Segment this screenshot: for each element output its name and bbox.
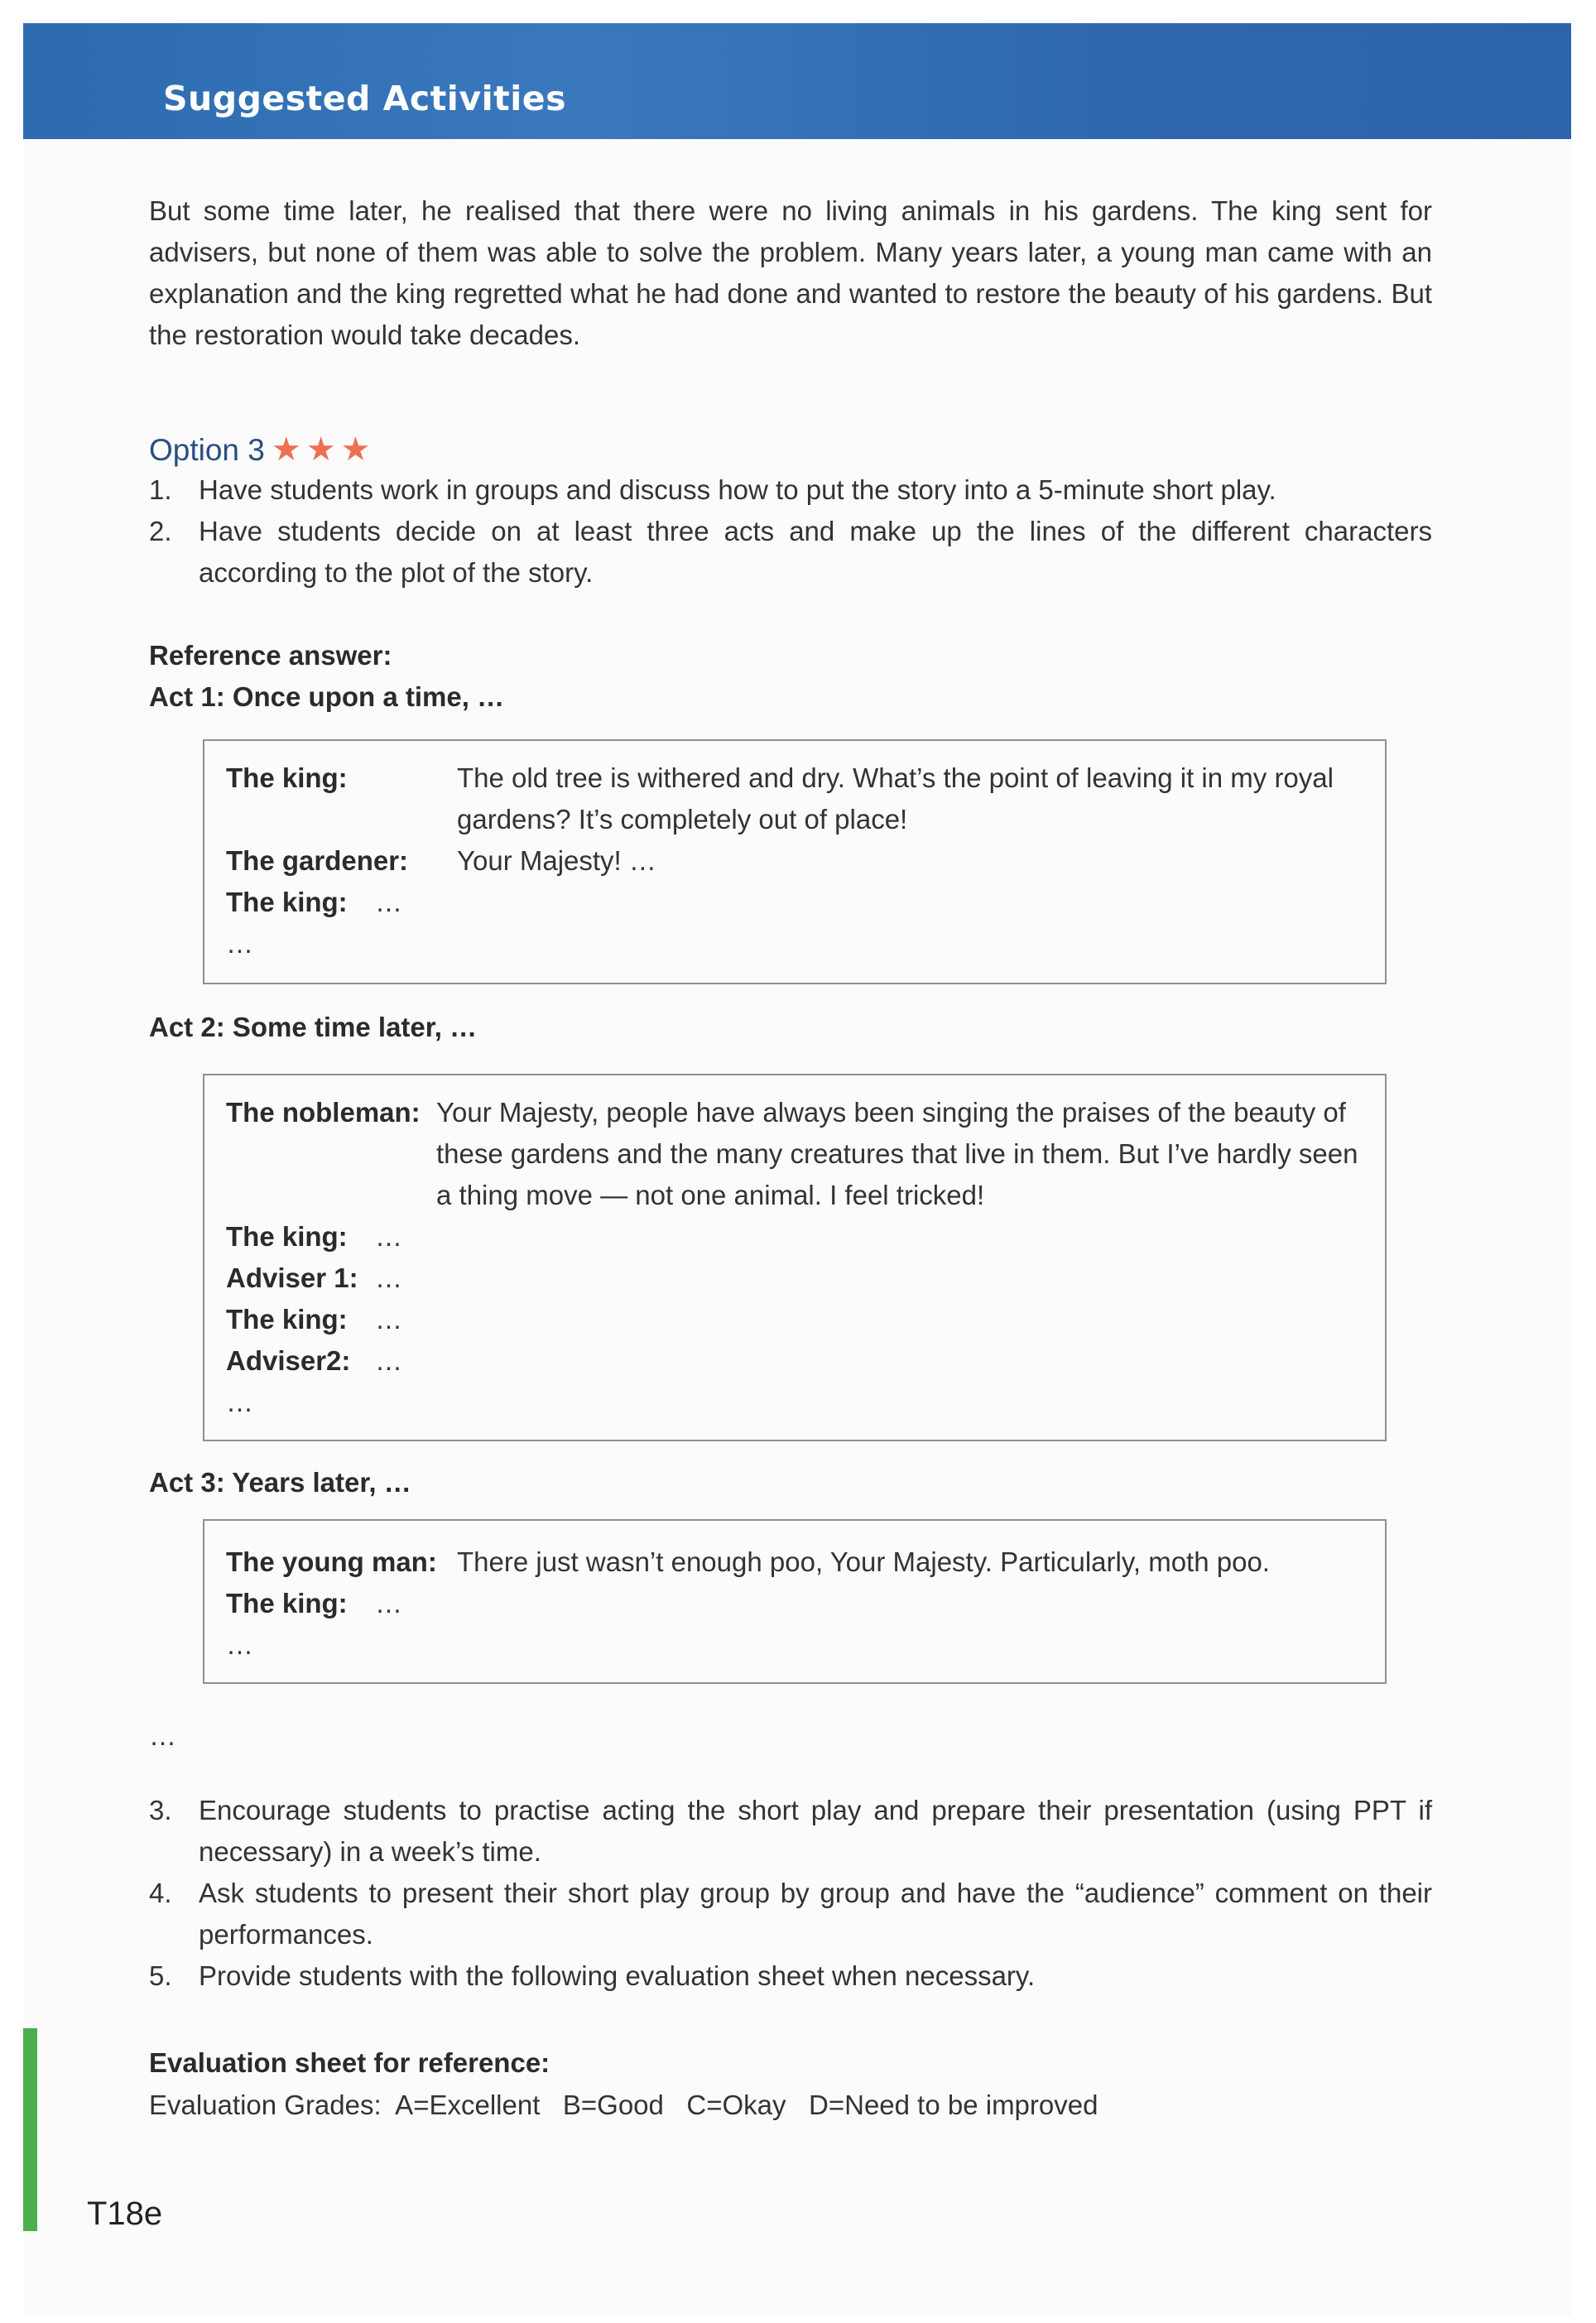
speaker-label: The gardener: [226,845,409,876]
reference-answer-label: Reference answer: [149,640,392,671]
difficulty-stars-icon: ★★★ [271,431,376,468]
step-number: 1. [149,474,172,505]
list-item [149,511,1432,594]
evaluation-heading: Evaluation sheet for reference: [149,2047,550,2078]
speaker-label: The king: [226,1588,348,1618]
speaker-label: The king: [226,1304,348,1335]
continuation-ellipsis: … [149,1720,176,1751]
act-heading: Act 3: Years later, … [149,1467,411,1498]
steps-list-bottom [149,1790,1432,1997]
list-item [149,1955,1432,1997]
intro-paragraph: But some time later, he realised that there were no living animals in his gardens. The king sent for advisers, but none of them was able to solve the problem. Many years later, a young man came with an explanation and the king regretted what he had done and wanted to restore the beauty of his gardens. But the restoration would take decades. [149,195,1432,350]
step-text: Encourage students to practise acting the short play and prepare their presentation (using PPT if necessary) in a week’s time. [199,1795,1432,1867]
speaker-line: … [375,1304,402,1335]
speaker-line: … [375,887,402,917]
act-heading: Act 1: Once upon a time, … [149,681,505,712]
speaker-label: The king: [226,1221,348,1252]
option-heading [149,430,375,469]
continuation-ellipsis: … [226,928,253,959]
speaker-line: … [375,1221,402,1252]
list-item [149,1790,1432,1873]
speaker-label: The nobleman: [226,1097,421,1128]
speaker-label: The king: [226,887,348,917]
step-text: Provide students with the following evaluation sheet when necessary. [199,1960,1036,1991]
speaker-label: Adviser 1: [226,1262,358,1293]
speaker-line: … [375,1588,402,1618]
speaker-line: The old tree is withered and dry. What’s the point of leaving it in my royal gardens? It’s completely out of place! [457,762,1334,834]
speaker-line: Your Majesty! … [457,845,656,876]
act-3-script-box [203,1519,1387,1684]
steps-list-top [149,469,1432,594]
list-item [149,469,1432,511]
speaker-line: … [375,1262,402,1293]
step-number: 3. [149,1795,172,1825]
evaluation-grades: Evaluation Grades: A=Excellent B=Good C=Okay D=Need to be improved [149,2090,1098,2120]
act-heading: Act 2: Some time later, … [149,1012,478,1042]
act-2-script-box [203,1074,1387,1441]
step-text: Ask students to present their short play group by group and have the “audience” comment on their performances. [199,1878,1432,1950]
act-1-script-box [203,739,1387,984]
speaker-line: Your Majesty, people have always been singing the praises of the beauty of these gardens and the many creatures that live in them. But I’ve hardly seen a thing move — not one animal. I feel tricked! [436,1097,1358,1210]
step-text: Have students decide on at least three acts and make up the lines of the different characters according to the plot of the story. [199,516,1432,588]
list-item [149,1873,1432,1955]
speaker-line: … [375,1345,402,1376]
step-text: Have students work in groups and discuss how to put the story into a 5-minute short play. [199,474,1276,505]
section-title: Suggested Activities [163,79,566,118]
step-number: 4. [149,1878,172,1908]
speaker-label: The young man: [226,1546,437,1577]
step-number: 2. [149,516,172,546]
speaker-label: The king: [226,762,348,793]
continuation-ellipsis: … [226,1629,253,1660]
speaker-label: Adviser2: [226,1345,351,1376]
continuation-ellipsis: … [226,1387,253,1417]
page-number: T18e [87,2196,163,2232]
speaker-line: There just wasn’t enough poo, Your Majesty. Particularly, moth poo. [457,1546,1270,1577]
step-number: 5. [149,1960,172,1991]
option-label: Option 3 [149,433,265,467]
margin-color-bar [23,2028,37,2231]
